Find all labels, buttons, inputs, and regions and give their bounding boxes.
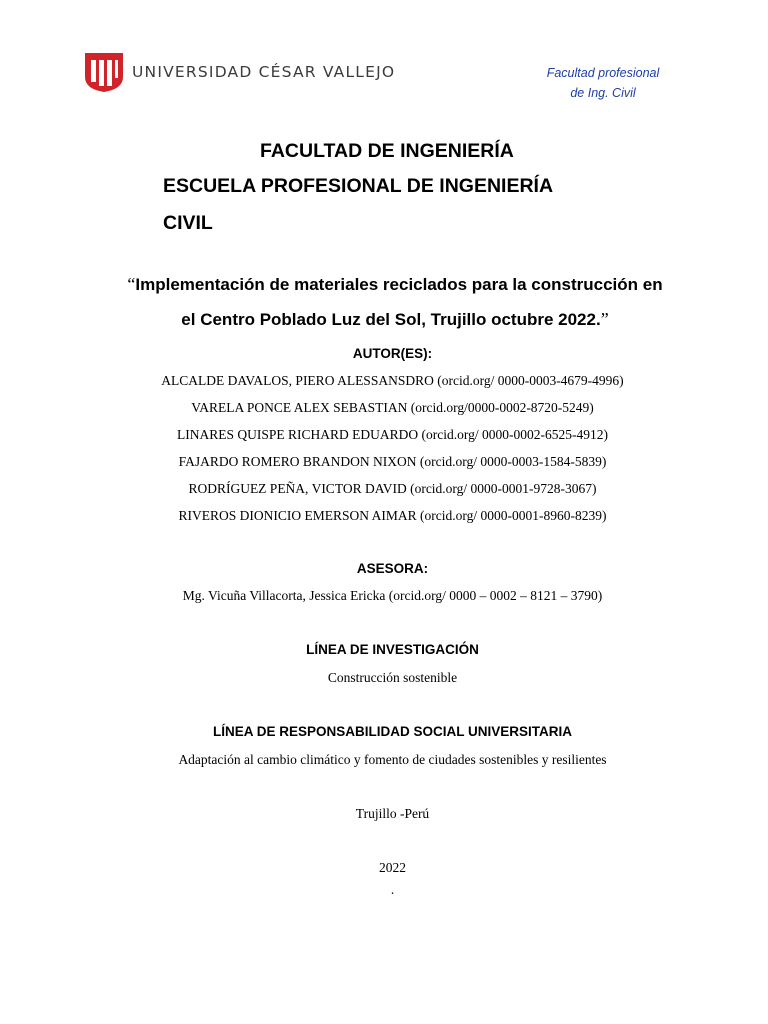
research-line-heading: LÍNEA DE INVESTIGACIÓN	[306, 642, 479, 657]
faculty-note	[520, 63, 686, 103]
faculty-note-line1: Facultad profesional	[546, 66, 660, 80]
thesis-title-line2	[60, 302, 730, 337]
year: 2022	[379, 860, 406, 875]
place: Trujillo -Perú	[355, 806, 430, 821]
author-line: VARELA PONCE ALEX SEBASTIAN (orcid.org/0000-0002-8720-5249)	[191, 400, 594, 415]
author-line: LINARES QUISPE RICHARD EDUARDO (orcid.org/ 0000-0002-6525-4912)	[177, 427, 608, 442]
title-text-line2: el Centro Poblado Luz del Sol, Trujillo octubre 2022.	[181, 310, 601, 329]
advisor-heading: ASESORA:	[356, 561, 429, 576]
author-line: RIVEROS DIONICIO EMERSON AIMAR (orcid.org/ 0000-0001-8960-8239)	[178, 508, 607, 523]
faculty-note-line2: de Ing. Civil	[570, 86, 636, 100]
trailing-dot: .	[390, 882, 395, 897]
research-line-value: Construcción sostenible	[327, 670, 458, 685]
social-line-value: Adaptación al cambio climático y fomento de ciudades sostenibles y resilientes	[178, 752, 607, 767]
faculty-heading: FACULTAD DE INGENIERÍA	[260, 140, 514, 162]
title-text-line1: Implementación de materiales reciclados para la construcción en	[135, 275, 663, 294]
open-quote: “	[127, 274, 136, 294]
school-heading-line1: ESCUELA PROFESIONAL DE INGENIERÍA	[163, 175, 554, 197]
author-line: ALCALDE DAVALOS, PIERO ALESSANSDRO (orcid.org/ 0000-0003-4679-4996)	[161, 373, 624, 388]
advisor-name: Mg. Vicuña Villacorta, Jessica Ericka (orcid.org/ 0000 – 0002 – 8121 – 3790)	[182, 588, 603, 603]
university-logo	[84, 51, 395, 93]
close-quote: ”	[600, 309, 609, 329]
social-line-heading: LÍNEA DE RESPONSABILIDAD SOCIAL UNIVERSITARIA	[212, 724, 573, 739]
author-line: RODRÍGUEZ PEÑA, VICTOR DAVID (orcid.org/ 0000-0001-9728-3067)	[188, 481, 597, 496]
thesis-title	[60, 267, 730, 337]
thesis-title-line1	[60, 267, 730, 302]
university-name: UNIVERSIDAD CÉSAR VALLEJO	[132, 63, 396, 81]
ucv-shield-icon	[84, 51, 124, 93]
author-line: FAJARDO ROMERO BRANDON NIXON (orcid.org/ 0000-0003-1584-5839)	[178, 454, 607, 469]
authors-heading: AUTOR(ES):	[352, 346, 433, 361]
school-heading-line2: CIVIL	[163, 212, 213, 234]
